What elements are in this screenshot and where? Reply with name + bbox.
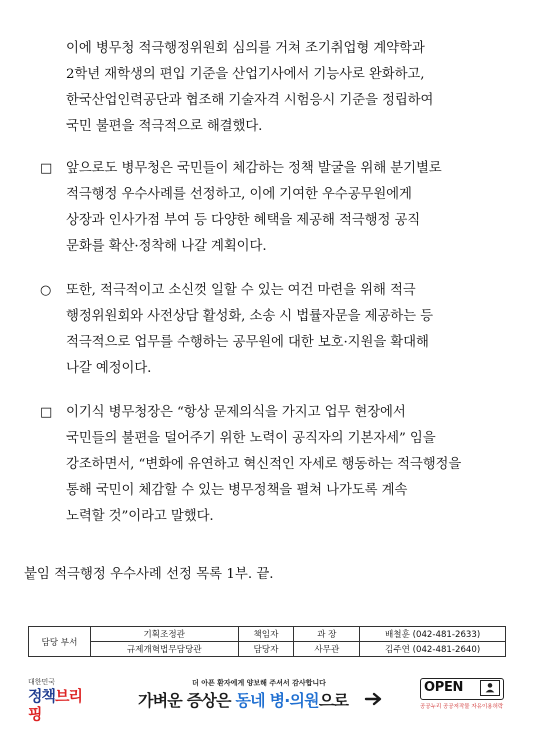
- dept-cell: 기획조정관: [90, 627, 238, 642]
- paragraph-line: [40, 278, 510, 304]
- banner-subtitle: 더 아픈 환자에게 양보해 주셔서 감사합니다: [192, 679, 326, 687]
- paragraph-1: [40, 36, 510, 140]
- person-cell: 배철훈 (042-481-2633): [360, 627, 506, 642]
- title-cell: 사무관: [294, 642, 360, 657]
- banner-title: 가벼운 증상은 동네 병·의원으로: [138, 691, 349, 710]
- paragraph-line: 2학년 재학생의 편입 기준을 산업기사에서 기능사로 완화하고,: [66, 67, 425, 82]
- paragraph-line: 통해 국민이 체감할 수 있는 병무정책을 펼쳐 나가도록 계속: [66, 483, 408, 498]
- paragraph-line-text: 또한, 적극적이고 소신껏 일할 수 있는 여건 마련을 위해 적극: [66, 283, 416, 298]
- paragraph-line: 행정위원회와 사전상담 활성화, 소송 시 법률자문을 제공하는 등: [66, 309, 433, 324]
- paragraph-line: 이에 병무청 적극행정위원회 심의를 거쳐 조기취업형 계약학과: [66, 41, 425, 56]
- paragraph-line: 적극행정 우수사례를 선정하고, 이에 기여한 우수공무원에게: [66, 187, 412, 202]
- paragraph-line: 문화를 확산·정착해 나갈 계획이다.: [66, 239, 267, 254]
- role-cell: 책임자: [238, 627, 294, 642]
- attachment-note: 붙임 적극행정 우수사례 선정 목록 1부. 끝.: [24, 567, 274, 582]
- contact-table: [28, 626, 506, 657]
- paragraph-line: 나갈 예정이다.: [66, 361, 152, 376]
- dept-cell: 규제개혁법무담당관: [90, 642, 238, 657]
- square-bullet-icon: □: [40, 161, 53, 176]
- footer: [28, 672, 506, 723]
- role-cell: 담당자: [238, 642, 294, 657]
- person-cell: 김주연 (042-481-2640): [360, 642, 506, 657]
- table-row: [29, 627, 506, 642]
- campaign-banner[interactable]: [138, 678, 384, 710]
- arrow-right-icon: [364, 691, 384, 707]
- paragraph-line: 상장과 인사가점 부여 등 다양한 혜택을 제공해 적극행정 공직: [66, 213, 421, 228]
- title-cell: 과 장: [294, 627, 360, 642]
- dept-label-cell: 담당 부서: [29, 627, 91, 657]
- paragraph-line: 국민 불편을 적극적으로 해결했다.: [66, 119, 263, 134]
- paragraph-line-text: 이기식 병무청장은 “항상 문제의식을 가지고 업무 현장에서: [66, 405, 406, 420]
- logo-small-text: 대한민국: [28, 678, 56, 686]
- circle-bullet-icon: ○: [40, 283, 52, 298]
- paragraph-line: 적극적으로 업무를 수행하는 공무원에 대한 보호·지원을 확대해: [66, 335, 429, 350]
- paragraph-2: [40, 156, 510, 260]
- square-bullet-icon: □: [40, 405, 53, 420]
- open-caption: 공공누리 공공저작물 자유이용허락: [420, 704, 504, 710]
- logo-big-text: 정책브리핑: [28, 687, 82, 723]
- paragraph-4: [40, 400, 510, 530]
- paragraph-line: [40, 400, 510, 426]
- paragraph-line: 노력할 것”이라고 말했다.: [66, 509, 214, 524]
- paragraph-line: 강조하면서, “변화에 유연하고 혁신적인 자세로 행동하는 적극행정을: [66, 457, 462, 472]
- policy-briefing-logo[interactable]: [28, 678, 94, 723]
- paragraph-3: [40, 278, 510, 382]
- paragraph-line: 국민들의 불편을 덜어주기 위한 노력이 공직자의 기본자세” 임을: [66, 431, 436, 446]
- open-license-badge[interactable]: [420, 678, 504, 710]
- license-person-icon: [480, 680, 500, 696]
- open-label: OPEN: [424, 680, 464, 695]
- table-row: [29, 642, 506, 657]
- paragraph-line-text: 앞으로도 병무청은 국민들이 체감하는 정책 발굴을 위해 분기별로: [66, 161, 442, 176]
- paragraph-line: 한국산업인력공단과 협조해 기술자격 시험응시 기준을 정립하여: [66, 93, 434, 108]
- paragraph-line: [40, 156, 510, 182]
